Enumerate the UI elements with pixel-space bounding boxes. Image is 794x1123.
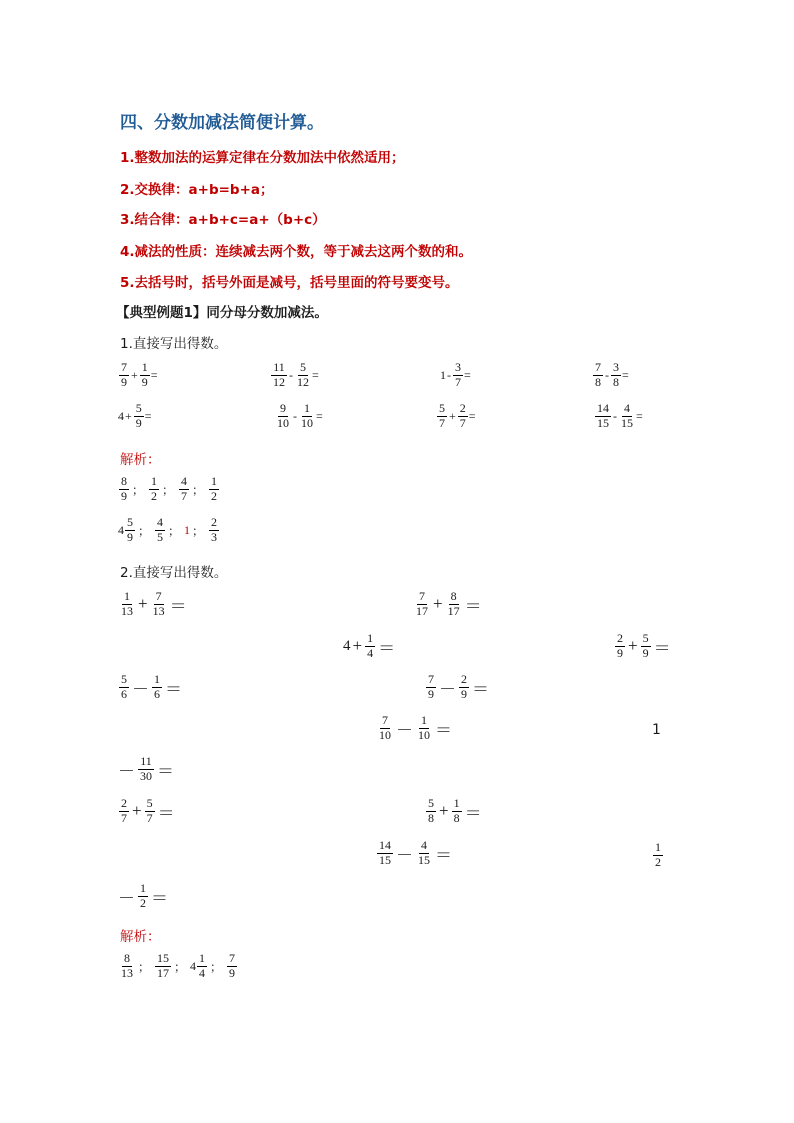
numerator: 4 xyxy=(157,515,164,529)
fraction xyxy=(119,952,135,981)
operator: - xyxy=(289,367,293,382)
numerator: 5 xyxy=(127,515,133,529)
denominator: 17 xyxy=(416,603,428,618)
operator: ； xyxy=(168,523,181,538)
denominator: 9 xyxy=(127,529,133,544)
q2-expr-1 xyxy=(118,590,189,619)
example-heading: 【典型例题1】同分母分数加减法。 xyxy=(116,305,328,321)
denominator: 9 xyxy=(141,374,148,389)
numerator: 8 xyxy=(124,951,130,965)
fraction xyxy=(295,361,311,390)
q2-expr-12-head xyxy=(652,841,664,870)
q2-expr-12-tail xyxy=(116,882,170,911)
denominator: 15 xyxy=(621,415,633,430)
operator: ； xyxy=(138,959,151,974)
numerator: 2 xyxy=(211,515,218,529)
numerator: 5 xyxy=(135,401,142,415)
q2-expr-10 xyxy=(425,797,484,826)
operator: + xyxy=(433,594,443,614)
operator: - xyxy=(605,367,609,382)
numerator: 7 xyxy=(419,589,425,603)
operator: ； xyxy=(210,959,223,974)
denominator: 15 xyxy=(418,852,430,867)
numerator: 1 xyxy=(421,713,427,727)
denominator: 12 xyxy=(273,374,285,389)
fraction xyxy=(426,797,436,826)
denominator: 10 xyxy=(277,415,289,430)
q2-expr-7 xyxy=(376,714,454,743)
denominator: 9 xyxy=(121,488,127,503)
denominator: 6 xyxy=(154,686,160,701)
fraction xyxy=(151,590,167,619)
operator: - xyxy=(293,408,297,423)
fraction xyxy=(416,714,432,743)
numerator: 4 xyxy=(624,401,630,415)
denominator: 7 xyxy=(121,810,127,825)
operator: － xyxy=(132,679,149,699)
operator: ＝ xyxy=(464,803,482,823)
q1-expr-4: $\frac{7}{8}$ - $\frac{3}{8}$ = xyxy=(595,360,629,389)
numerator: 8 xyxy=(121,474,127,488)
q1-label: 1.直接写出得数。 xyxy=(120,336,228,352)
q1-expr-6: $\frac{9}{10}$ - $\frac{1}{10}$ = xyxy=(277,401,323,430)
operator: ＝ xyxy=(464,596,482,616)
fraction xyxy=(299,402,315,431)
numerator: 3 xyxy=(455,360,461,374)
numerator: 1 xyxy=(367,631,374,645)
denominator: 12 xyxy=(297,374,309,389)
q1-expr-5: 4 + $\frac{5}{9}$ = xyxy=(118,401,152,430)
numerator: 1 xyxy=(141,360,148,374)
fraction xyxy=(446,590,462,619)
q1-answers-row-1 xyxy=(118,475,220,504)
fraction xyxy=(615,632,625,661)
denominator: 8 xyxy=(453,810,460,825)
fraction xyxy=(149,475,159,504)
denominator: 7 xyxy=(455,374,461,389)
numerator: 5 xyxy=(300,360,306,374)
numerator: 5 xyxy=(146,796,153,810)
numerator: 1 xyxy=(154,672,160,686)
numerator: 7 xyxy=(155,589,162,603)
denominator: 3 xyxy=(211,529,218,544)
fraction xyxy=(145,797,155,826)
fraction xyxy=(152,673,162,702)
operator: + xyxy=(352,636,363,656)
numerator: 7 xyxy=(595,360,601,374)
fraction xyxy=(453,361,463,390)
rule-3: 3.结合律：a+b+c=a+（b+c） xyxy=(120,212,326,228)
operator: ＝ xyxy=(378,638,396,658)
operator: － xyxy=(118,888,135,908)
fraction xyxy=(197,952,207,981)
fraction xyxy=(227,952,237,981)
q2-expr-9 xyxy=(118,797,177,826)
q2-expr-2 xyxy=(413,590,484,619)
numerator: 2 xyxy=(461,672,467,686)
operator: ＝ xyxy=(169,596,187,616)
operator: + xyxy=(125,408,132,423)
operator: ＝ xyxy=(472,679,489,699)
fraction xyxy=(119,475,129,504)
operator: ； xyxy=(162,482,175,497)
q2-expr-5 xyxy=(118,673,184,702)
q1-expr-8: $\frac{14}{15}$ - $\frac{4}{15}$ = xyxy=(597,401,643,430)
fraction xyxy=(134,402,144,431)
denominator: 9 xyxy=(135,415,142,430)
denominator: 17 xyxy=(157,965,170,980)
numerator: 5 xyxy=(642,631,649,645)
numerator: 9 xyxy=(280,401,286,415)
numerator: 1 xyxy=(211,474,218,488)
denominator: 9 xyxy=(229,965,236,980)
denominator: 30 xyxy=(140,768,152,783)
denominator: 7 xyxy=(146,810,153,825)
numerator: 4 xyxy=(181,474,188,488)
denominator: 5 xyxy=(157,529,164,544)
fraction xyxy=(155,516,165,545)
numerator: 14 xyxy=(379,838,391,852)
denominator: 9 xyxy=(428,686,434,701)
q1-expr-2: $\frac{11}{12}$ - $\frac{5}{12}$ = xyxy=(273,360,319,389)
denominator: 2 xyxy=(211,488,218,503)
operator: ＝ xyxy=(653,638,671,658)
fraction xyxy=(377,839,393,868)
fraction xyxy=(138,755,154,784)
fraction xyxy=(416,839,432,868)
fraction xyxy=(452,797,462,826)
numerator: 2 xyxy=(459,401,466,415)
operator: + xyxy=(628,636,638,656)
numerator: 3 xyxy=(613,360,619,374)
operator: + xyxy=(439,801,449,821)
denominator: 13 xyxy=(152,603,165,618)
denominator: 7 xyxy=(459,415,466,430)
operator: － xyxy=(396,845,413,865)
denominator: 2 xyxy=(151,488,158,503)
numerator: 1 xyxy=(453,796,460,810)
fraction xyxy=(611,361,621,390)
q2-expr-8-tail xyxy=(116,755,176,784)
q2-label: 2.直接写出得数。 xyxy=(120,565,228,581)
denominator: 9 xyxy=(617,645,623,660)
numerator: 7 xyxy=(382,713,388,727)
operator: ； xyxy=(192,482,205,497)
numerator: 1 xyxy=(199,951,206,965)
q2-analysis-label: 解析： xyxy=(120,929,161,945)
denominator: 13 xyxy=(121,965,133,980)
q1-answers-row-2: 4 $\frac{5}{9}$ ； $\frac{4}{5}$ ； 1 ； $\frac{2}{3}$ xyxy=(118,515,218,544)
denominator: 9 xyxy=(461,686,467,701)
fraction xyxy=(271,361,287,390)
fraction xyxy=(365,632,375,661)
numerator: 14 xyxy=(597,401,609,415)
denominator: 10 xyxy=(301,415,313,430)
denominator: 7 xyxy=(181,488,188,503)
numerator: 4 xyxy=(421,838,427,852)
numerator: 7 xyxy=(428,672,434,686)
numerator: 2 xyxy=(617,631,623,645)
operator: + xyxy=(138,594,148,614)
denominator: 13 xyxy=(121,603,133,618)
operator: ＝ xyxy=(435,720,452,740)
operator: － xyxy=(439,679,456,699)
operator: ； xyxy=(138,523,151,538)
section-title: 四、分数加减法简便计算。 xyxy=(120,113,324,133)
fraction xyxy=(593,361,603,390)
denominator: 17 xyxy=(447,603,460,618)
denominator: 8 xyxy=(428,810,434,825)
denominator: 2 xyxy=(655,854,661,869)
denominator: 9 xyxy=(121,374,127,389)
fraction xyxy=(426,673,436,702)
fraction xyxy=(595,402,611,431)
numerator: 5 xyxy=(428,796,434,810)
fraction xyxy=(119,590,135,619)
operator: － xyxy=(118,761,135,781)
rule-1: 1.整数加法的运算定律在分数加法中依然适用； xyxy=(120,150,405,166)
numerator: 5 xyxy=(439,401,445,415)
q2-expr-4 xyxy=(614,632,673,661)
q2-expr-3: 4 + $\frac{1}{4}$ ＝ xyxy=(343,631,396,660)
denominator: 8 xyxy=(595,374,601,389)
operator: ＝ xyxy=(151,888,168,908)
denominator: 9 xyxy=(642,645,649,660)
q1-analysis-label: 解析： xyxy=(120,452,161,468)
denominator: 4 xyxy=(367,645,374,660)
fraction xyxy=(414,590,430,619)
denominator: 4 xyxy=(199,965,206,980)
fraction xyxy=(641,632,651,661)
q2-expr-8-head: 1 xyxy=(652,722,661,738)
denominator: 10 xyxy=(379,727,391,742)
operator: ； xyxy=(132,482,145,497)
fraction xyxy=(125,516,135,545)
denominator: 15 xyxy=(379,852,391,867)
operator: ＝ xyxy=(165,679,182,699)
q1-expr-7: $\frac{5}{7}$ + $\frac{2}{7}$ = xyxy=(439,401,476,430)
q2-expr-11 xyxy=(376,839,454,868)
numerator: 8 xyxy=(450,589,457,603)
operator: + xyxy=(132,801,142,821)
operator: - xyxy=(613,408,617,423)
fraction xyxy=(119,797,129,826)
fraction xyxy=(155,952,171,981)
fraction xyxy=(119,361,129,390)
denominator: 8 xyxy=(613,374,619,389)
numerator: 11 xyxy=(273,360,285,374)
numerator: 1 xyxy=(124,589,130,603)
operator: + xyxy=(449,408,456,423)
denominator: 2 xyxy=(140,895,146,910)
denominator: 6 xyxy=(121,686,127,701)
fraction xyxy=(459,673,469,702)
numerator: 1 xyxy=(151,474,158,488)
operator: - xyxy=(447,367,451,382)
q1-expr-3: 1 - $\frac{3}{7}$ = xyxy=(440,360,471,389)
fraction xyxy=(179,475,189,504)
fraction xyxy=(458,402,468,431)
operator: ； xyxy=(192,523,205,538)
denominator: 15 xyxy=(597,415,609,430)
rule-4: 4.减法的性质：连续减去两个数，等于减去这两个数的和。 xyxy=(120,244,473,260)
fraction xyxy=(138,882,148,911)
q2-answers-row: $\frac{8}{13}$ ； $\frac{15}{17}$ ； 4 $\frac{1}{4}$ ； $\frac{7}{9}$ xyxy=(121,951,236,980)
denominator: 7 xyxy=(439,415,445,430)
q1-expr-1: $\frac{7}{9}$ + $\frac{1}{9}$ = xyxy=(121,360,158,389)
numerator: 1 xyxy=(140,881,146,895)
fraction xyxy=(619,402,635,431)
numerator: 7 xyxy=(229,951,236,965)
operator: ＝ xyxy=(157,803,175,823)
q2-expr-6 xyxy=(425,673,491,702)
numerator: 2 xyxy=(121,796,127,810)
rule-2: 2.交换律：a+b=b+a； xyxy=(120,182,274,198)
fraction xyxy=(209,475,219,504)
numerator: 11 xyxy=(140,754,152,768)
numerator: 7 xyxy=(121,360,127,374)
operator: － xyxy=(396,720,413,740)
numerator: 1 xyxy=(304,401,310,415)
fraction xyxy=(275,402,291,431)
fraction xyxy=(209,516,219,545)
operator: ＝ xyxy=(435,845,452,865)
operator: ； xyxy=(174,959,187,974)
numerator: 15 xyxy=(157,951,170,965)
fraction xyxy=(437,402,447,431)
numerator: 1 xyxy=(655,840,661,854)
operator: + xyxy=(131,367,138,382)
fraction xyxy=(653,841,663,870)
operator: ＝ xyxy=(157,761,174,781)
denominator: 10 xyxy=(418,727,430,742)
rule-5: 5.去括号时，括号外面是减号，括号里面的符号要变号。 xyxy=(120,275,459,291)
fraction xyxy=(377,714,393,743)
fraction xyxy=(140,361,150,390)
numerator: 5 xyxy=(121,672,127,686)
fraction xyxy=(119,673,129,702)
